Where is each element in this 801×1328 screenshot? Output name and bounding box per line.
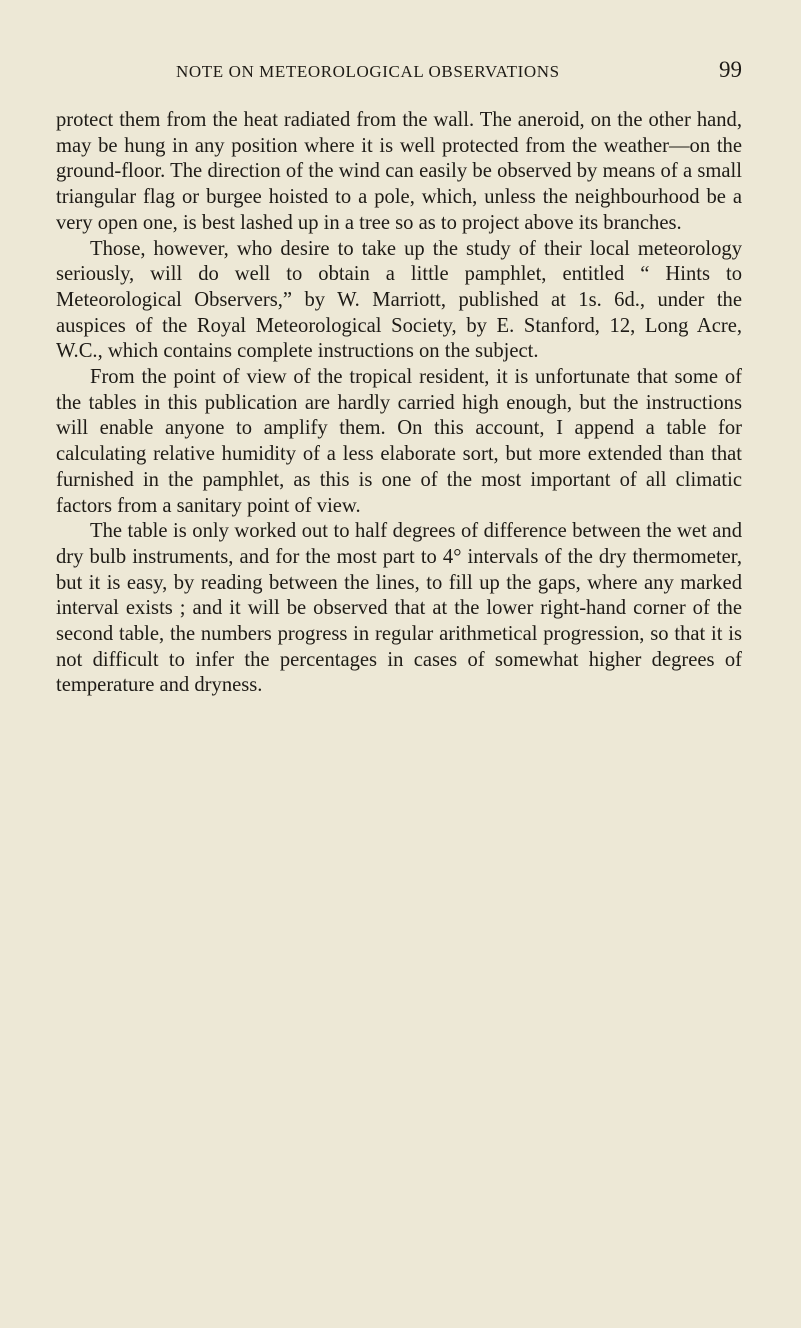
paragraph-continuation: protect them from the heat radiated from the wall. The aneroid, on the other hand, may be hung in any position where it is well protected from the weather—on the ground-floor. The direction of the wind can easily be observed by means of a small triangular flag or burgee hoisted to a pole, which, unless the neighbourhood be a very open one, is best lashed up in a tree so as to project above its branches. (56, 109, 742, 234)
paragraph-table-note: The table is only worked out to half degrees of difference between the wet and dry bulb instruments, and for the most part to 4° intervals of the dry thermometer, but it is easy, by reading between the lines, to fill up the gaps, where any marked interval exists ; and it will be observed that at the lower right-hand corner of the second table, the numbers progress in regular arithmetical progression, so that it is not difficult to infer the percentages in cases of somewhat higher degrees of temperature and dryness. (56, 520, 742, 697)
paragraph-pamphlet: Those, however, who desire to take up the study of their local meteorology seriously, will do well to obtain a little pamphlet, entitled “ Hints to Meteorological Observers,” by W. Marriott, published at 1s. 6d., under the auspices of the Royal Meteorological Society, by E. Stanford, 12, Long Acre, W.C., which contains complete instructions on the subject. (56, 237, 742, 363)
paragraph-tropical-resident: From the point of view of the tropical resident, it is unfortunate that some of the tables in this publication are hardly carried high enough, but the instructions will enable anyone to amplify them. On this account, I append a table for calculating relative humidity of a less elaborate sort, but more extended than that furnished in the pamphlet, as this is one of the most important of all climatic factors from a sanitary point of view. (56, 366, 742, 517)
running-title: NOTE ON METEOROLOGICAL OBSERVATIONS (176, 62, 560, 81)
body-text (56, 108, 742, 699)
running-head (56, 57, 742, 86)
page-number: 99 (719, 57, 742, 82)
